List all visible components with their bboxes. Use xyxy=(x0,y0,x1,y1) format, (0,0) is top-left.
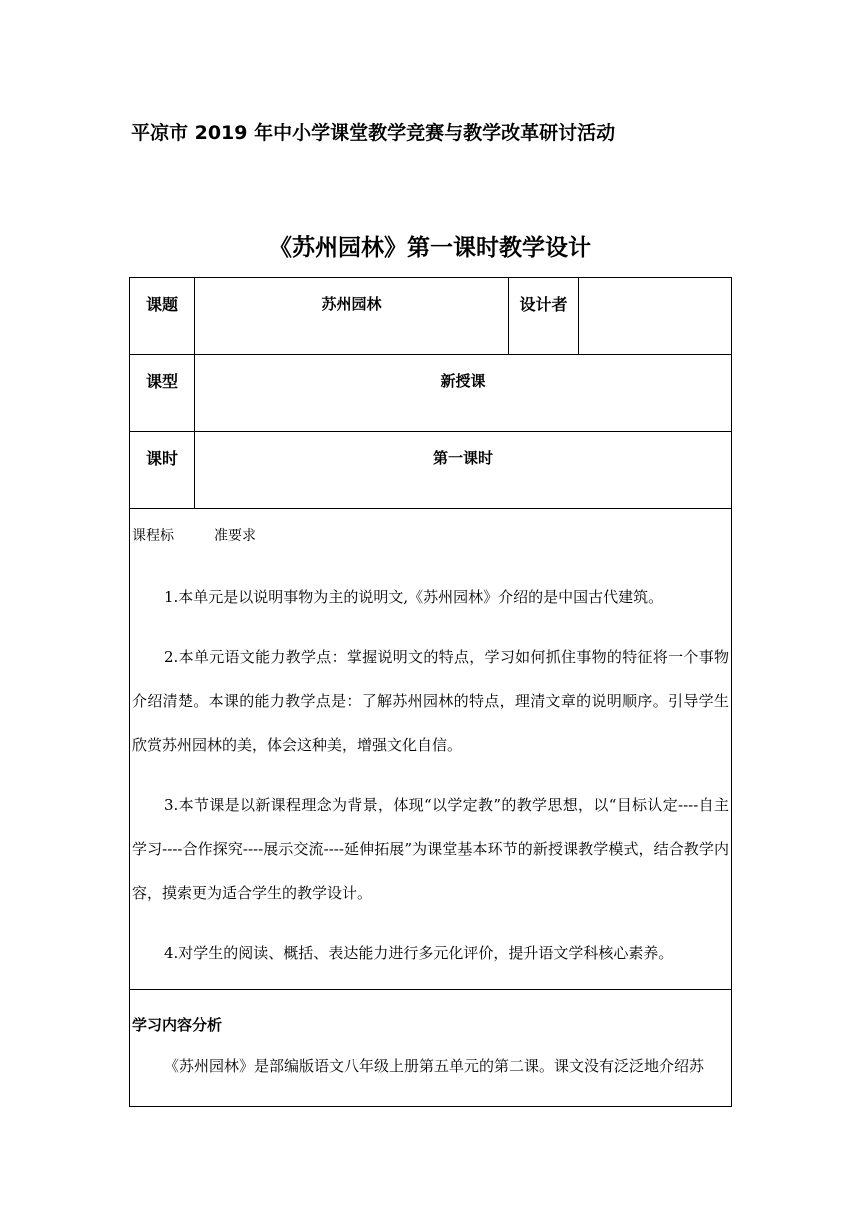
standard-item-1: 1.本单元是以说明事物为主的说明文,《苏州园林》介绍的是中国古代建筑。 xyxy=(164,588,664,606)
type-label: 课型 xyxy=(130,355,195,432)
standards-heading-part1: 课程标 xyxy=(132,528,174,544)
standard-item-4: 4.对学生的阅读、概括、表达能力进行多元化评价，提升语文学科核心素养。 xyxy=(164,944,674,962)
standards-heading xyxy=(130,509,731,545)
analysis-cell xyxy=(130,990,732,1107)
period-row xyxy=(130,432,732,509)
standards-heading-part2: 准要求 xyxy=(214,528,256,544)
standard-item-3: 3.本节课是以新课程理念为背景，体现“以学定教”的教学思想，以“目标认定----自主学习----合作探究----展示交流----延伸拓展”为课堂基本环节的新授课教学模式，结合教学内容，摸索更为适合学生的教学设计。 xyxy=(132,796,729,902)
lesson-design-table xyxy=(129,277,732,1107)
analysis-row xyxy=(130,990,732,1107)
standards-cell xyxy=(130,509,732,990)
period-label: 课时 xyxy=(130,432,195,509)
analysis-heading: 学习内容分析 xyxy=(132,1016,223,1034)
topic-label: 课题 xyxy=(130,278,195,355)
analysis-text: 《苏州园林》是部编版语文八年级上册第五单元的第二课。课文没有泛泛地介绍苏 xyxy=(164,1057,705,1075)
topic-row xyxy=(130,278,732,355)
document-title: 《苏州园林》第一课时教学设计 xyxy=(269,235,591,261)
type-row xyxy=(130,355,732,432)
header-title: 平凉市 2019 年中小学课堂教学竞赛与教学改革研讨活动 xyxy=(131,122,616,144)
topic-value: 苏州园林 xyxy=(195,278,509,355)
designer-value xyxy=(579,278,732,355)
standards-row xyxy=(130,509,732,990)
standard-item-2: 2.本单元语文能力教学点：掌握说明文的特点，学习如何抓住事物的特征将一个事物介绍清楚。本课的能力教学点是：了解苏州园林的特点，理清文章的说明顺序。引导学生欣赏苏州园林的美，体会这种美，增强文化自信。 xyxy=(132,648,729,754)
designer-label: 设计者 xyxy=(509,278,579,355)
period-value: 第一课时 xyxy=(195,432,732,509)
type-value: 新授课 xyxy=(195,355,732,432)
